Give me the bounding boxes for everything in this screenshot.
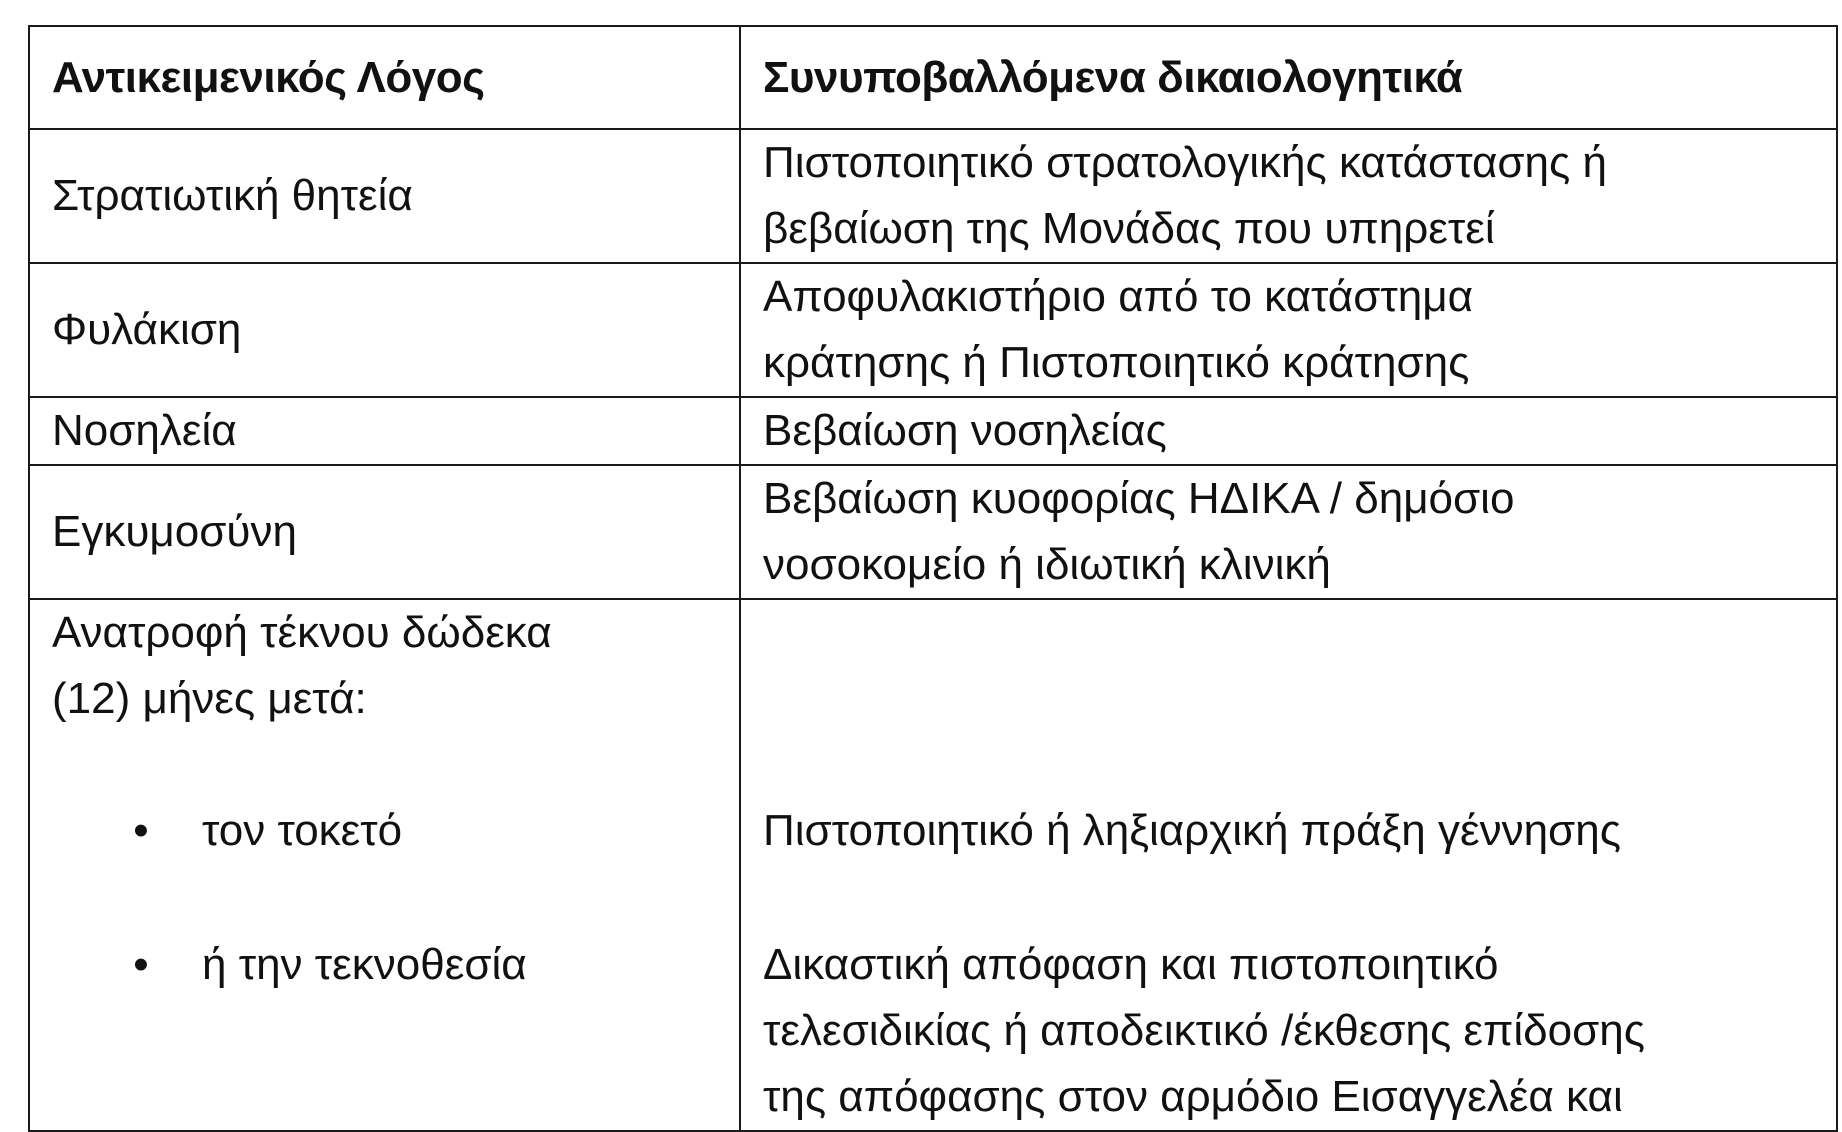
reason-cell: Εγκυμοσύνη [29,465,740,599]
documents-line: Δικαστική απόφαση και πιστοποιητικό [763,940,1499,989]
documents-cell [740,263,1837,397]
reason-cell: Νοσηλεία [29,397,740,465]
bullet-text: τον τοκετό [202,806,403,855]
header-reason: Αντικειμενικός Λόγος [29,26,740,129]
reason-cell [29,599,740,1131]
documents-line: της απόφασης στον αρμόδιο Εισαγγελέα και [763,1072,1623,1121]
documents-line: Βεβαίωση νοσηλείας [763,406,1167,455]
documents-cell [740,397,1837,465]
table-row [29,263,1837,397]
reason-cell: Φυλάκιση [29,263,740,397]
reason-bullet-list [52,798,719,998]
documents-cell [740,129,1837,263]
documents-line: Βεβαίωση κυοφορίας ΗΔΙΚΑ / δημόσιο [763,474,1515,523]
table-row [29,465,1837,599]
reason-cell: Στρατιωτική θητεία [29,129,740,263]
bullet-item-adoption [52,932,719,998]
documents-line: νοσοκομείο ή ιδιωτική κλινική [763,540,1331,589]
table-row [29,129,1837,263]
documents-cell [740,599,1837,1131]
documents-line: κράτησης ή Πιστοποιητικό κράτησης [763,338,1470,387]
documents-birth: Πιστοποιητικό ή ληξιαρχική πράξη γέννησης [763,806,1621,855]
documents-line: Πιστοποιητικό στρατολογικής κατάστασης ή [763,138,1607,187]
documents-cell [740,465,1837,599]
bullet-text: ή την τεκνοθεσία [202,940,527,989]
table-header-row [29,26,1837,129]
documents-line: τελεσιδικίας ή αποδεικτικό /έκθεσης επίδοσης [763,1006,1645,1055]
table-row-child-rearing [29,599,1837,1131]
documents-line: Αποφυλακιστήριο από το κατάστημα [763,272,1474,321]
bullet-icon: • [133,806,149,855]
table-row [29,397,1837,465]
bullet-item-birth [52,798,719,864]
bullet-icon: • [133,940,149,989]
reason-line: (12) μήνες μετά: [52,674,367,723]
header-documents: Συνυποβαλλόμενα δικαιολογητικά [740,26,1837,129]
documents-table [28,25,1838,1132]
reason-line: Ανατροφή τέκνου δώδεκα [52,608,552,657]
documents-line: βεβαίωση της Μονάδας που υπηρετεί [763,204,1495,253]
